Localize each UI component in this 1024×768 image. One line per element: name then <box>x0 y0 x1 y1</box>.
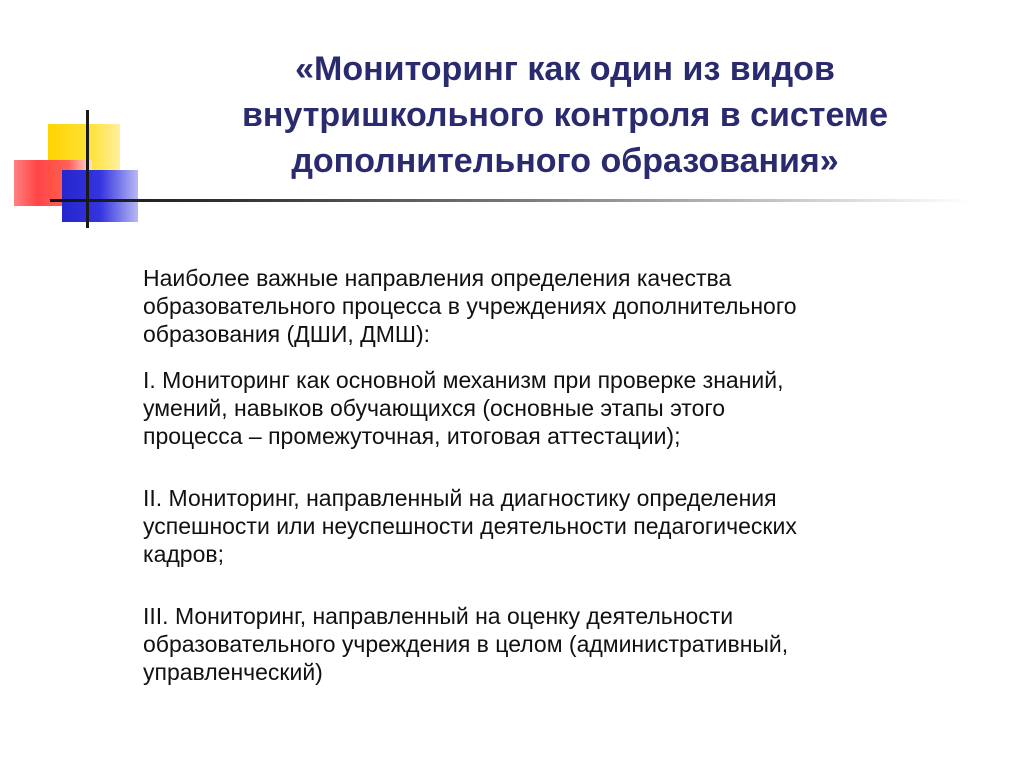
text-line: III. Мониторинг, направленный на оценку деятельности <box>143 603 734 629</box>
text-line: процесса – промежуточная, итоговая аттестации); <box>143 423 681 449</box>
slide-title <box>150 46 980 184</box>
text-line: успешности или неуспешности деятельности педагогических <box>143 513 797 539</box>
text-line: образовательного учреждения в целом (административный, <box>143 631 789 657</box>
item-paragraph-1 <box>143 366 1013 450</box>
text-line: образовательного процесса в учреждениях дополнительного <box>143 293 797 319</box>
item-paragraph-2 <box>143 484 1013 568</box>
text-line: II. Мониторинг, направленный на диагностику определения <box>143 485 777 511</box>
item-paragraph-3 <box>143 602 1013 686</box>
slide-body <box>143 264 1013 686</box>
vertical-rule <box>86 110 89 228</box>
title-line-2: внутришкольного контроля в системе <box>242 96 888 134</box>
text-line: умений, навыков обучающихся (основные этапы этого <box>143 395 726 421</box>
text-line: образования (ДШИ, ДМШ): <box>143 321 431 347</box>
title-underline-rule <box>50 199 970 202</box>
text-line: управленческий) <box>143 659 323 685</box>
text-line: кадров; <box>143 541 224 567</box>
intro-paragraph <box>143 264 1013 348</box>
corner-decoration <box>0 0 170 240</box>
text-line: I. Мониторинг как основной механизм при проверке знаний, <box>143 367 784 393</box>
text-line: Наиболее важные направления определения качества <box>143 265 732 291</box>
title-line-3: дополнительного образования» <box>291 142 839 180</box>
title-line-1: «Мониторинг как один из видов <box>295 50 835 88</box>
blue-square-decoration <box>62 170 138 222</box>
